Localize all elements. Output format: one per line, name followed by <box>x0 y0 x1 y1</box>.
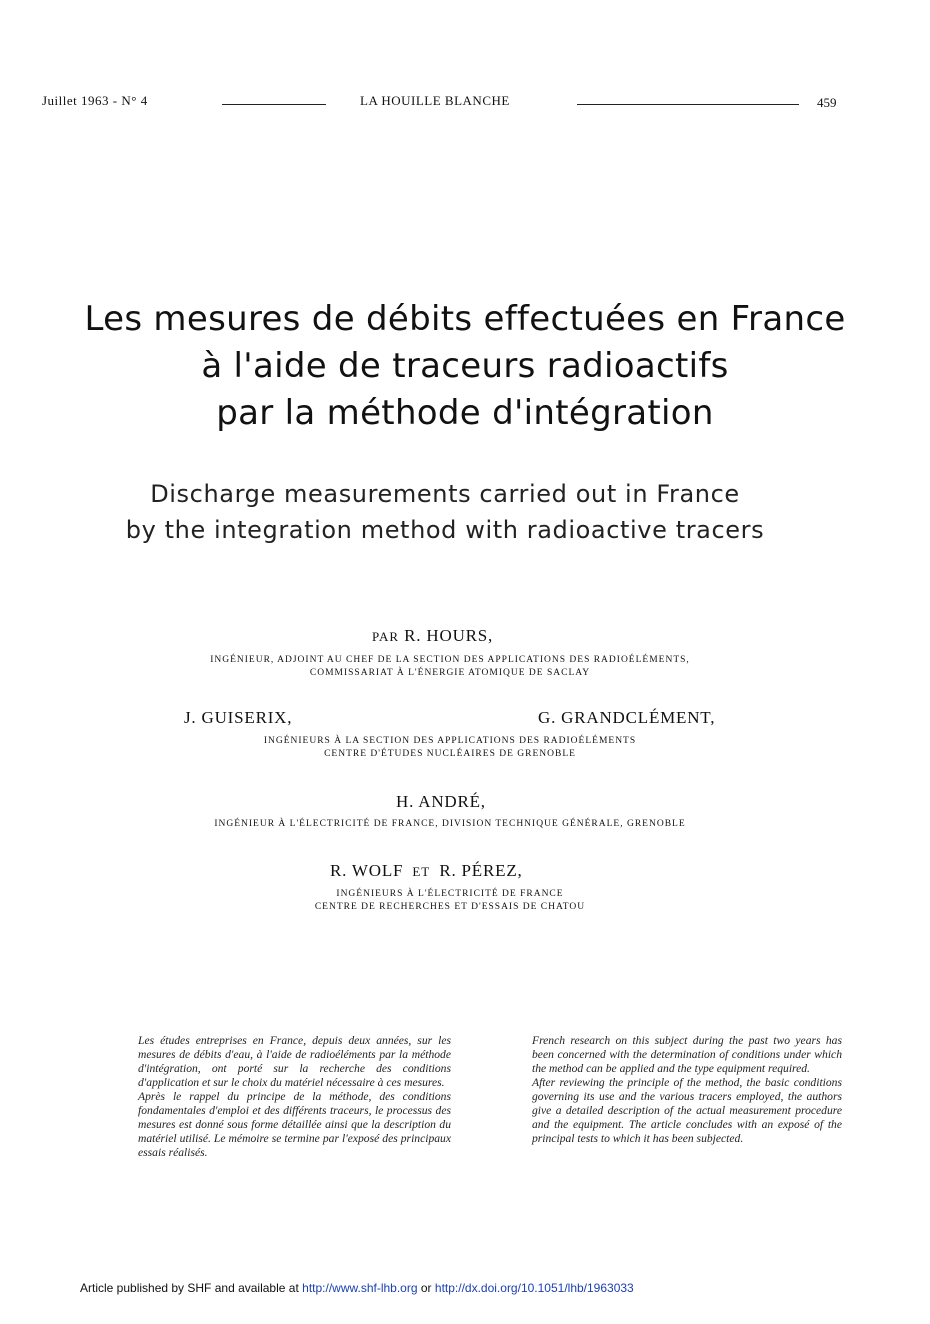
affiliation-line: CENTRE D'ÉTUDES NUCLÉAIRES DE GRENOBLE <box>324 749 576 759</box>
author-perez-name: R. PÉREZ, <box>439 861 523 880</box>
title-en-line-1: Discharge measurements carried out in France <box>150 480 740 508</box>
footer-text: Article published by SHF and available at <box>80 1281 299 1295</box>
affiliation-line: INGÉNIEUR À L'ÉLECTRICITÉ DE FRANCE, DIVISION TECHNIQUE GÉNÉRALE, GRENOBLE <box>214 819 686 829</box>
paper-title-english <box>0 476 890 548</box>
footer-link-shf[interactable]: http://www.shf-lhb.org <box>302 1281 418 1295</box>
author-hours <box>372 626 493 646</box>
title-fr-line-3: par la méthode d'intégration <box>216 393 714 433</box>
author-par: PAR <box>372 629 400 644</box>
abstract-french <box>138 1034 451 1160</box>
title-fr-line-1: Les mesures de débits effectuées en France <box>84 299 846 339</box>
abstract-en-paragraph-1: French research on this subject during the past two years has been concerned with the determination of conditions under which the method can be applied and the type equipment required. <box>532 1034 842 1075</box>
title-fr-line-2: à l'aide de traceurs radioactifs <box>201 346 729 386</box>
page-number: 459 <box>817 95 837 110</box>
author-wolf-perez <box>330 861 523 881</box>
title-en-line-2: by the integration method with radioactive tracers <box>125 516 765 544</box>
author-conjunction: ET <box>412 864 431 879</box>
author-wolf-perez-affiliation <box>150 888 750 914</box>
affiliation-line: INGÉNIEURS À LA SECTION DES APPLICATIONS DES RADIOÉLÉMENTS <box>263 736 637 746</box>
paper-title-french <box>0 296 930 437</box>
publication-footer <box>80 1281 634 1295</box>
affiliation-line: INGÉNIEURS À L'ÉLECTRICITÉ DE FRANCE <box>336 889 564 899</box>
affiliation-line: COMMISSARIAT À L'ÉNERGIE ATOMIQUE DE SACLAY <box>309 668 591 678</box>
grenoble-affiliation <box>150 735 750 761</box>
abstract-en-paragraph-2: After reviewing the principle of the method, the basic conditions governing its use and the various tracers employed, the authors give a detailed description of the actual measurement procedure and the equipment. The article concludes with an exposé of the principal tests to which it has been subjected. <box>532 1076 842 1145</box>
author-guiserix: J. GUISERIX, <box>184 708 293 727</box>
abstract-fr-paragraph-1: Les études entreprises en France, depuis deux années, sur les mesures de débits d'eau, à l'aide de radioéléments par la méthode d'intégration, ont porté sur la recherche des conditions d'application et sur le choix du matériel nécessaire à ces mesures. <box>138 1034 451 1089</box>
journal-name: LA HOUILLE BLANCHE <box>360 93 510 108</box>
affiliation-line: CENTRE DE RECHERCHES ET D'ESSAIS DE CHATOU <box>314 902 586 912</box>
footer-link-doi[interactable]: http://dx.doi.org/10.1051/lhb/1963033 <box>434 1281 634 1295</box>
header-rule-left <box>222 104 326 105</box>
author-andre-affiliation <box>130 818 770 831</box>
author-andre: H. ANDRÉ, <box>396 792 486 811</box>
journal-issue: Juillet 1963 - N° 4 <box>42 93 148 108</box>
author-hours-name: R. HOURS, <box>404 626 494 645</box>
author-wolf-name: R. WOLF <box>330 861 404 880</box>
affiliation-line: INGÉNIEUR, ADJOINT AU CHEF DE LA SECTION DES APPLICATIONS DES RADIOÉLÉMENTS, <box>210 655 690 665</box>
author-grandclement: G. GRANDCLÉMENT, <box>538 708 716 727</box>
header-rule-right <box>577 104 799 105</box>
footer-or: or <box>420 1281 432 1295</box>
abstract-fr-paragraph-2: Après le rappel du principe de la méthode, des conditions fondamentales d'emploi et des différents traceurs, le processus des mesures est donné sous forme détaillée ainsi que la description du matériel utilisé. Le mémoire se termine par l'exposé des principaux essais réalisés. <box>138 1090 451 1159</box>
author-hours-affiliation <box>150 654 750 680</box>
abstract-english <box>532 1034 842 1146</box>
